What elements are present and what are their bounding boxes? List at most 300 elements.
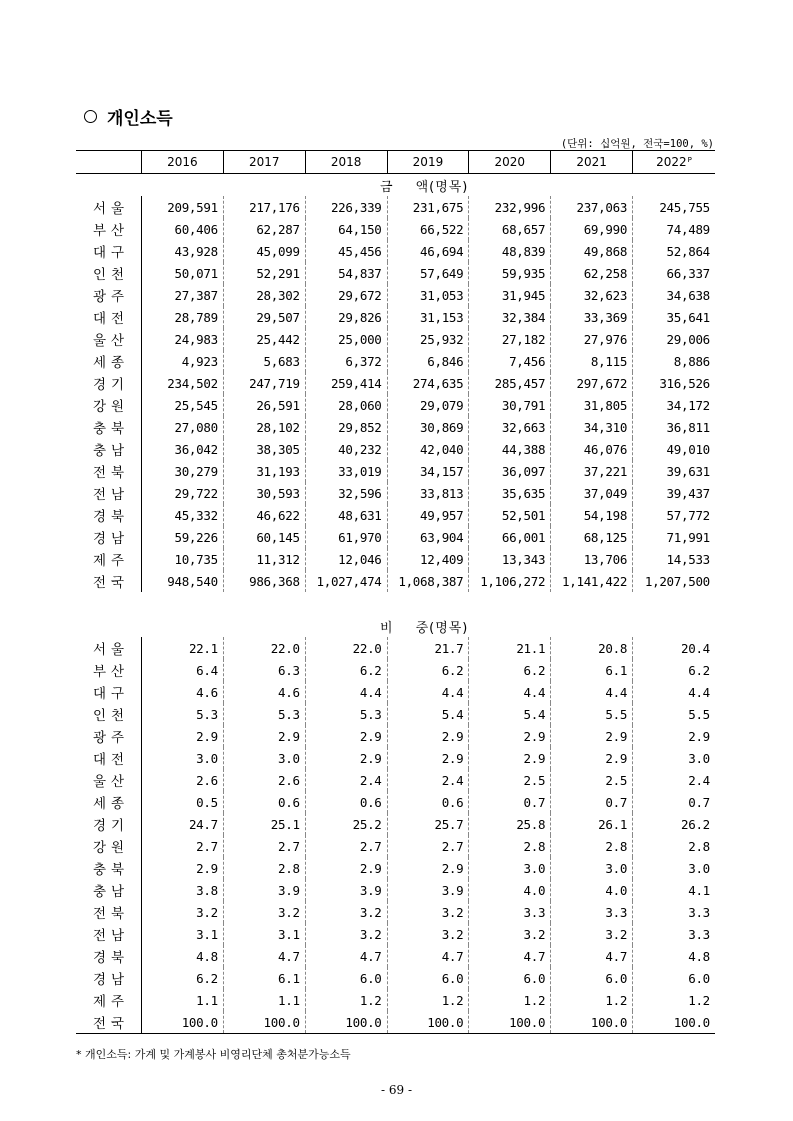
- value-cell: 2.7: [224, 835, 306, 857]
- value-cell: 32,663: [469, 416, 551, 438]
- table-row: [76, 328, 715, 350]
- table-row: [76, 306, 715, 328]
- value-cell: 5.4: [388, 703, 470, 725]
- table-row: [76, 350, 715, 372]
- preliminary-mark: P: [687, 156, 692, 164]
- value-cell: 69,990: [551, 218, 633, 240]
- value-cell: 2.9: [142, 857, 224, 879]
- value-cell: 6,846: [388, 350, 470, 372]
- value-cell: 2.9: [388, 857, 470, 879]
- header-row: [76, 151, 715, 174]
- region-label: 전북: [76, 460, 142, 482]
- value-cell: 54,198: [551, 504, 633, 526]
- value-cell: 4.7: [551, 945, 633, 967]
- value-cell: 3.3: [551, 901, 633, 923]
- value-cell: 3.2: [306, 923, 388, 945]
- value-cell: 5.5: [688, 706, 710, 722]
- value-cell: 30,869: [388, 416, 470, 438]
- value-cell: 28,302: [224, 284, 306, 306]
- value-cell: 2.5: [551, 769, 633, 791]
- value-cell: 2.8: [688, 838, 710, 854]
- value-cell: 34,310: [551, 416, 633, 438]
- value-cell: 39,631: [666, 463, 710, 479]
- value-cell: 2.4: [688, 772, 710, 788]
- title-text: 개인소득: [107, 108, 173, 129]
- value-cell: 34,172: [666, 397, 710, 413]
- value-cell: 0.5: [142, 791, 224, 813]
- value-cell: 35,635: [469, 482, 551, 504]
- value-cell: 2.5: [469, 769, 551, 791]
- value-cell: 2.9: [469, 747, 551, 769]
- section-amount-part2: 액(명목): [415, 179, 469, 195]
- value-cell: 3.2: [388, 923, 470, 945]
- value-cell: 6.2: [306, 659, 388, 681]
- table-row: [76, 659, 715, 681]
- value-cell: 68,657: [469, 218, 551, 240]
- year-header: 2021: [551, 151, 633, 173]
- value-cell: 24,983: [142, 328, 224, 350]
- value-cell: 37,049: [551, 482, 633, 504]
- region-label: 충남: [76, 438, 142, 460]
- value-cell: 100.0: [306, 1011, 388, 1033]
- value-cell: 29,672: [306, 284, 388, 306]
- value-cell: 34,638: [666, 287, 710, 303]
- value-cell: 54,837: [306, 262, 388, 284]
- page-title: [84, 104, 173, 128]
- value-cell: 5,683: [224, 350, 306, 372]
- year-header: 2019: [388, 151, 470, 173]
- value-cell: 30,593: [224, 482, 306, 504]
- value-cell: 5.3: [306, 703, 388, 725]
- value-cell: 2.9: [306, 857, 388, 879]
- value-cell: 3.3: [469, 901, 551, 923]
- region-label: 세종: [76, 350, 142, 372]
- value-cell: 297,672: [551, 372, 633, 394]
- region-label: 제주: [76, 548, 142, 570]
- value-cell: 4.6: [142, 681, 224, 703]
- value-cell: 28,060: [306, 394, 388, 416]
- value-cell: 28,789: [142, 306, 224, 328]
- value-cell: 31,153: [388, 306, 470, 328]
- region-label: 대전: [76, 747, 142, 769]
- value-cell: 4.4: [469, 681, 551, 703]
- table-row: [76, 504, 715, 526]
- table-row: [76, 394, 715, 416]
- value-cell: 20.4: [681, 640, 710, 656]
- header-blank: [76, 151, 142, 173]
- value-cell: 3.8: [142, 879, 224, 901]
- page-number: - 69 -: [380, 1083, 412, 1097]
- table-row: [76, 1011, 715, 1033]
- value-cell: 62,287: [224, 218, 306, 240]
- value-cell: 3.3: [688, 926, 710, 942]
- value-cell: 3.2: [142, 901, 224, 923]
- value-cell: 66,522: [388, 218, 470, 240]
- value-cell: 45,332: [142, 504, 224, 526]
- table-row: [76, 769, 715, 791]
- value-cell: 232,996: [469, 196, 551, 218]
- value-cell: 30,279: [142, 460, 224, 482]
- value-cell: 316,526: [659, 375, 710, 391]
- value-cell: 31,945: [469, 284, 551, 306]
- value-cell: 2.7: [306, 835, 388, 857]
- value-cell: 226,339: [306, 196, 388, 218]
- region-label: 전국: [76, 1011, 142, 1033]
- value-cell: 26.1: [551, 813, 633, 835]
- value-cell: 42,040: [388, 438, 470, 460]
- value-cell: 234,502: [142, 372, 224, 394]
- value-cell: 4,923: [142, 350, 224, 372]
- value-cell: 4.4: [306, 681, 388, 703]
- value-cell: 25.1: [224, 813, 306, 835]
- value-cell: 3.2: [469, 923, 551, 945]
- table-row: [76, 416, 715, 438]
- value-cell: 34,157: [388, 460, 470, 482]
- value-cell: 66,001: [469, 526, 551, 548]
- value-cell: 26,591: [224, 394, 306, 416]
- value-cell: 3.0: [688, 750, 710, 766]
- value-cell: 6.0: [469, 967, 551, 989]
- value-cell: 29,722: [142, 482, 224, 504]
- value-cell: 100.0: [551, 1011, 633, 1033]
- value-cell: 2.8: [469, 835, 551, 857]
- value-cell: 2.9: [688, 728, 710, 744]
- year-header-last: [633, 151, 715, 173]
- value-cell: 48,839: [469, 240, 551, 262]
- value-cell: 22.0: [306, 637, 388, 659]
- value-cell: 36,811: [666, 419, 710, 435]
- value-cell: 6.0: [388, 967, 470, 989]
- region-label: 대구: [76, 681, 142, 703]
- value-cell: 60,145: [224, 526, 306, 548]
- region-label: 경기: [76, 372, 142, 394]
- amount-body: [76, 196, 715, 592]
- region-label: 광주: [76, 725, 142, 747]
- share-body: [76, 637, 715, 1033]
- value-cell: 40,232: [306, 438, 388, 460]
- value-cell: 3.9: [388, 879, 470, 901]
- table-row: [76, 945, 715, 967]
- value-cell: 1,207,500: [644, 573, 710, 589]
- region-label: 경남: [76, 967, 142, 989]
- value-cell: 27,080: [142, 416, 224, 438]
- value-cell: 12,046: [306, 548, 388, 570]
- value-cell: 68,125: [551, 526, 633, 548]
- region-label: 전남: [76, 482, 142, 504]
- value-cell: 3.0: [469, 857, 551, 879]
- region-label: 대전: [76, 306, 142, 328]
- value-cell: 13,706: [551, 548, 633, 570]
- value-cell: 2.9: [306, 725, 388, 747]
- year-header: 2018: [306, 151, 388, 173]
- value-cell: 4.1: [688, 882, 710, 898]
- value-cell: 3.1: [224, 923, 306, 945]
- table-row: [76, 857, 715, 879]
- region-label: 전국: [76, 570, 142, 592]
- value-cell: 247,719: [224, 372, 306, 394]
- value-cell: 2.7: [142, 835, 224, 857]
- value-cell: 20.8: [551, 637, 633, 659]
- table-row: [76, 570, 715, 592]
- region-label: 경남: [76, 526, 142, 548]
- table-row: [76, 725, 715, 747]
- value-cell: 6.4: [142, 659, 224, 681]
- value-cell: 25,932: [388, 328, 470, 350]
- region-label: 부산: [76, 218, 142, 240]
- value-cell: 49,957: [388, 504, 470, 526]
- value-cell: 231,675: [388, 196, 470, 218]
- value-cell: 3.9: [224, 879, 306, 901]
- value-cell: 4.4: [551, 681, 633, 703]
- value-cell: 3.2: [224, 901, 306, 923]
- value-cell: 4.0: [551, 879, 633, 901]
- value-cell: 31,053: [388, 284, 470, 306]
- region-label: 대구: [76, 240, 142, 262]
- value-cell: 4.4: [688, 684, 710, 700]
- value-cell: 2.8: [551, 835, 633, 857]
- value-cell: 57,772: [666, 507, 710, 523]
- value-cell: 2.4: [388, 769, 470, 791]
- income-table: [76, 150, 715, 1034]
- table-row: [76, 747, 715, 769]
- value-cell: 25.7: [388, 813, 470, 835]
- value-cell: 59,935: [469, 262, 551, 284]
- value-cell: 3.2: [306, 901, 388, 923]
- table-row: [76, 262, 715, 284]
- value-cell: 45,456: [306, 240, 388, 262]
- value-cell: 5.3: [224, 703, 306, 725]
- region-label: 서울: [76, 196, 142, 218]
- region-label: 전남: [76, 923, 142, 945]
- table-row: [76, 196, 715, 218]
- section-share-part1: 비: [380, 620, 394, 636]
- value-cell: 5.5: [551, 703, 633, 725]
- table-row: [76, 438, 715, 460]
- value-cell: 52,864: [666, 243, 710, 259]
- value-cell: 6.0: [688, 970, 710, 986]
- value-cell: 6,372: [306, 350, 388, 372]
- table-row: [76, 460, 715, 482]
- value-cell: 2.6: [142, 769, 224, 791]
- value-cell: 11,312: [224, 548, 306, 570]
- value-cell: 6.0: [306, 967, 388, 989]
- value-cell: 0.6: [306, 791, 388, 813]
- value-cell: 2.9: [469, 725, 551, 747]
- region-label: 울산: [76, 328, 142, 350]
- value-cell: 49,868: [551, 240, 633, 262]
- value-cell: 43,928: [142, 240, 224, 262]
- value-cell: 25,442: [224, 328, 306, 350]
- value-cell: 3.0: [224, 747, 306, 769]
- value-cell: 2.6: [224, 769, 306, 791]
- value-cell: 46,622: [224, 504, 306, 526]
- year-header: 2017: [224, 151, 306, 173]
- table-row: [76, 548, 715, 570]
- value-cell: 4.4: [388, 681, 470, 703]
- region-label: 광주: [76, 284, 142, 306]
- value-cell: 52,501: [469, 504, 551, 526]
- value-cell: 0.6: [388, 791, 470, 813]
- region-label: 서울: [76, 637, 142, 659]
- value-cell: 31,805: [551, 394, 633, 416]
- value-cell: 66,337: [666, 265, 710, 281]
- value-cell: 209,591: [142, 196, 224, 218]
- region-label: 경북: [76, 504, 142, 526]
- value-cell: 237,063: [551, 196, 633, 218]
- value-cell: 8,886: [673, 353, 710, 369]
- value-cell: 4.7: [224, 945, 306, 967]
- value-cell: 57,649: [388, 262, 470, 284]
- year-header: 2020: [469, 151, 551, 173]
- value-cell: 0.6: [224, 791, 306, 813]
- value-cell: 25.2: [306, 813, 388, 835]
- value-cell: 1,141,422: [551, 570, 633, 592]
- value-cell: 31,193: [224, 460, 306, 482]
- region-label: 부산: [76, 659, 142, 681]
- value-cell: 14,533: [666, 551, 710, 567]
- table-row: [76, 372, 715, 394]
- value-cell: 2.9: [224, 725, 306, 747]
- table-row: [76, 703, 715, 725]
- value-cell: 13,343: [469, 548, 551, 570]
- value-cell: 25.8: [469, 813, 551, 835]
- value-cell: 10,735: [142, 548, 224, 570]
- value-cell: 6.2: [388, 659, 470, 681]
- value-cell: 21.7: [388, 637, 470, 659]
- value-cell: 7,456: [469, 350, 551, 372]
- circle-bullet-icon: [84, 110, 97, 123]
- value-cell: 33,369: [551, 306, 633, 328]
- value-cell: 60,406: [142, 218, 224, 240]
- value-cell: 100.0: [388, 1011, 470, 1033]
- region-label: 인천: [76, 703, 142, 725]
- value-cell: 3.2: [388, 901, 470, 923]
- value-cell: 4.7: [388, 945, 470, 967]
- value-cell: 2.9: [142, 725, 224, 747]
- value-cell: 1.2: [469, 989, 551, 1011]
- value-cell: 1.2: [388, 989, 470, 1011]
- region-label: 세종: [76, 791, 142, 813]
- value-cell: 100.0: [469, 1011, 551, 1033]
- value-cell: 37,221: [551, 460, 633, 482]
- region-label: 경북: [76, 945, 142, 967]
- value-cell: 2.9: [551, 725, 633, 747]
- value-cell: 71,991: [666, 529, 710, 545]
- region-label: 충남: [76, 879, 142, 901]
- value-cell: 285,457: [469, 372, 551, 394]
- section-amount-part1: 금: [380, 179, 394, 195]
- value-cell: 21.1: [469, 637, 551, 659]
- value-cell: 6.1: [224, 967, 306, 989]
- value-cell: 50,071: [142, 262, 224, 284]
- table-row: [76, 482, 715, 504]
- value-cell: 8,115: [551, 350, 633, 372]
- value-cell: 49,010: [666, 441, 710, 457]
- value-cell: 38,305: [224, 438, 306, 460]
- value-cell: 100.0: [142, 1011, 224, 1033]
- region-label: 충북: [76, 416, 142, 438]
- value-cell: 986,368: [224, 570, 306, 592]
- value-cell: 29,507: [224, 306, 306, 328]
- value-cell: 1,027,474: [306, 570, 388, 592]
- table-row: [76, 967, 715, 989]
- value-cell: 33,813: [388, 482, 470, 504]
- value-cell: 5.4: [469, 703, 551, 725]
- value-cell: 3.2: [551, 923, 633, 945]
- value-cell: 0.7: [469, 791, 551, 813]
- value-cell: 62,258: [551, 262, 633, 284]
- value-cell: 1,068,387: [388, 570, 470, 592]
- value-cell: 48,631: [306, 504, 388, 526]
- value-cell: 59,226: [142, 526, 224, 548]
- value-cell: 3.0: [551, 857, 633, 879]
- region-label: 제주: [76, 989, 142, 1011]
- value-cell: 1.2: [688, 992, 710, 1008]
- value-cell: 29,826: [306, 306, 388, 328]
- value-cell: 12,409: [388, 548, 470, 570]
- value-cell: 217,176: [224, 196, 306, 218]
- table-row: [76, 240, 715, 262]
- value-cell: 74,489: [666, 221, 710, 237]
- table-row: [76, 989, 715, 1011]
- value-cell: 274,635: [388, 372, 470, 394]
- value-cell: 29,006: [666, 331, 710, 347]
- value-cell: 4.0: [469, 879, 551, 901]
- value-cell: 2.9: [306, 747, 388, 769]
- region-label: 경기: [76, 813, 142, 835]
- value-cell: 3.0: [142, 747, 224, 769]
- value-cell: 100.0: [224, 1011, 306, 1033]
- region-label: 강원: [76, 394, 142, 416]
- value-cell: 22.0: [224, 637, 306, 659]
- table-row: [76, 284, 715, 306]
- value-cell: 63,904: [388, 526, 470, 548]
- table-row: [76, 835, 715, 857]
- table-row: [76, 526, 715, 548]
- value-cell: 61,970: [306, 526, 388, 548]
- value-cell: 25,545: [142, 394, 224, 416]
- region-label: 인천: [76, 262, 142, 284]
- value-cell: 3.0: [688, 860, 710, 876]
- value-cell: 3.1: [142, 923, 224, 945]
- value-cell: 6.1: [551, 659, 633, 681]
- table-row: [76, 813, 715, 835]
- value-cell: 46,076: [551, 438, 633, 460]
- value-cell: 27,182: [469, 328, 551, 350]
- value-cell: 26.2: [681, 816, 710, 832]
- value-cell: 25,000: [306, 328, 388, 350]
- value-cell: 1.1: [224, 989, 306, 1011]
- value-cell: 45,099: [224, 240, 306, 262]
- value-cell: 36,042: [142, 438, 224, 460]
- table-row: [76, 901, 715, 923]
- value-cell: 4.8: [142, 945, 224, 967]
- value-cell: 44,388: [469, 438, 551, 460]
- value-cell: 32,596: [306, 482, 388, 504]
- value-cell: 1.1: [142, 989, 224, 1011]
- table-row: [76, 218, 715, 240]
- value-cell: 29,079: [388, 394, 470, 416]
- value-cell: 6.2: [469, 659, 551, 681]
- footnote: * 개인소득: 가계 및 가계봉사 비영리단체 총처분가능소득: [76, 1048, 351, 1061]
- value-cell: 1.2: [306, 989, 388, 1011]
- value-cell: 3.9: [306, 879, 388, 901]
- value-cell: 2.4: [306, 769, 388, 791]
- value-cell: 35,641: [666, 309, 710, 325]
- value-cell: 46,694: [388, 240, 470, 262]
- table-row: [76, 637, 715, 659]
- table-row: [76, 791, 715, 813]
